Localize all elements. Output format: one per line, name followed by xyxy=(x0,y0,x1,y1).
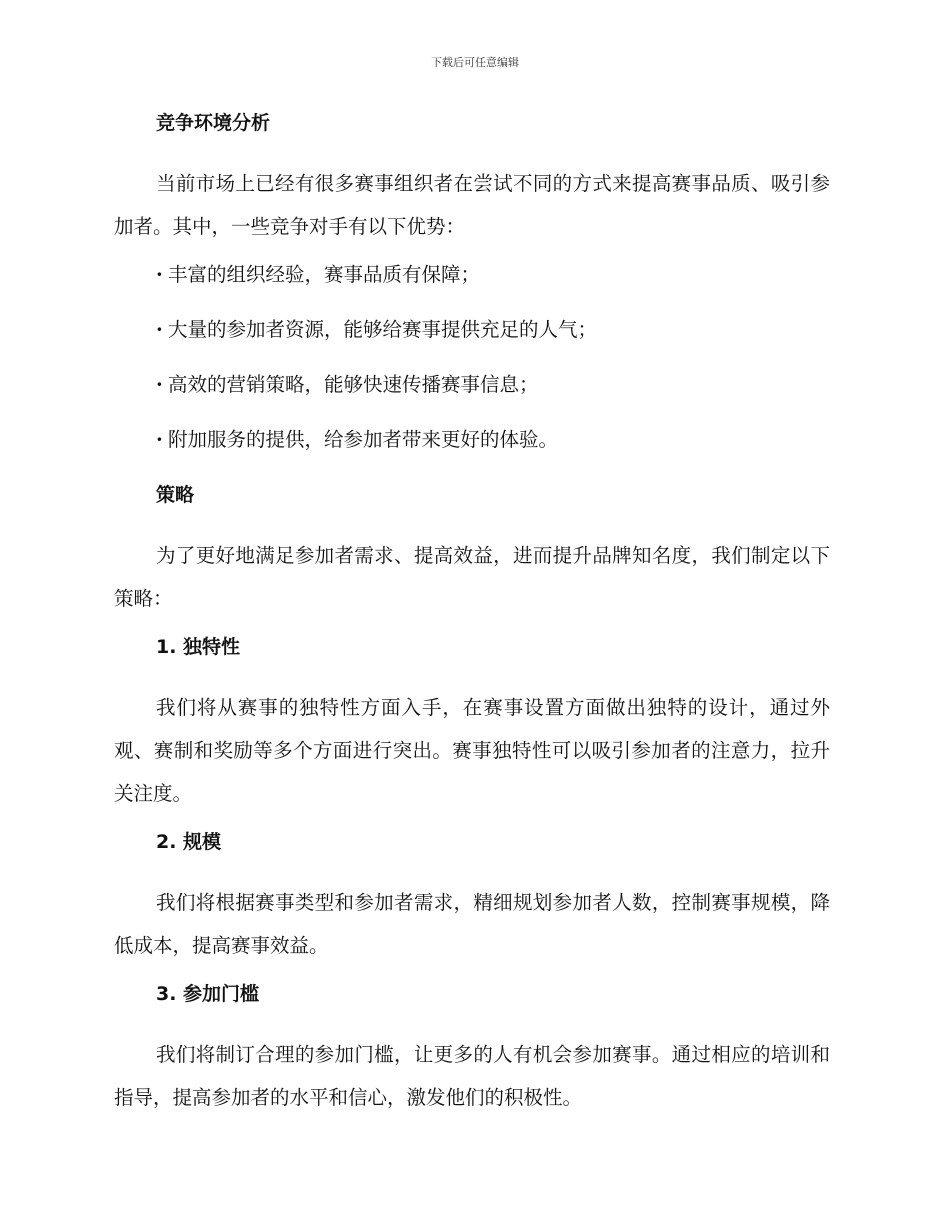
document-body xyxy=(114,108,830,1131)
strategy-item-body: 我们将根据赛事类型和参加者需求，精细规划参加者人数，控制赛事规模，降低成本，提高赛事效益。 xyxy=(114,891,830,957)
bullet-text: 高效的营销策略，能够快速传播赛事信息； xyxy=(168,373,539,396)
bullet-item xyxy=(114,425,830,455)
strategy-item-body: 我们将从赛事的独特性方面入手，在赛事设置方面做出独特的设计，通过外观、赛制和奖励等多个方面进行突出。赛事独特性可以吸引参加者的注意力，拉升关注度。 xyxy=(114,696,830,805)
bullet-item xyxy=(114,315,830,345)
section-heading-competition: 竞争环境分析 xyxy=(156,112,271,134)
page-header: 下载后可任意编辑 xyxy=(431,56,519,69)
strategy-item-title: 3. 参加门槛 xyxy=(156,983,260,1005)
bullet-mark: · xyxy=(156,318,163,341)
bullet-text: 丰富的组织经验，赛事品质有保障； xyxy=(168,263,481,286)
bullet-item xyxy=(114,260,830,290)
bullet-mark: · xyxy=(156,373,163,396)
strategy-item-title: 2. 规模 xyxy=(156,831,222,853)
bullet-text: 大量的参加者资源，能够给赛事提供充足的人气； xyxy=(168,318,598,341)
bullet-mark: · xyxy=(156,263,163,286)
strategy-item-body: 我们将制订合理的参加门槛，让更多的人有机会参加赛事。通过相应的培训和指导，提高参加者的水平和信心，激发他们的积极性。 xyxy=(114,1043,830,1109)
strategy-intro-paragraph: 为了更好地满足参加者需求、提高效益，进而提升品牌知名度，我们制定以下策略： xyxy=(114,544,830,610)
competition-intro-paragraph: 当前市场上已经有很多赛事组织者在尝试不同的方式来提高赛事品质、吸引参加者。其中，一些竞争对手有以下优势： xyxy=(114,172,830,238)
strategy-item-title: 1. 独特性 xyxy=(156,636,241,658)
bullet-item xyxy=(114,370,830,400)
section-heading-strategy: 策略 xyxy=(156,484,195,506)
bullet-mark: · xyxy=(156,428,163,451)
bullet-text: 附加服务的提供，给参加者带来更好的体验。 xyxy=(168,428,559,451)
